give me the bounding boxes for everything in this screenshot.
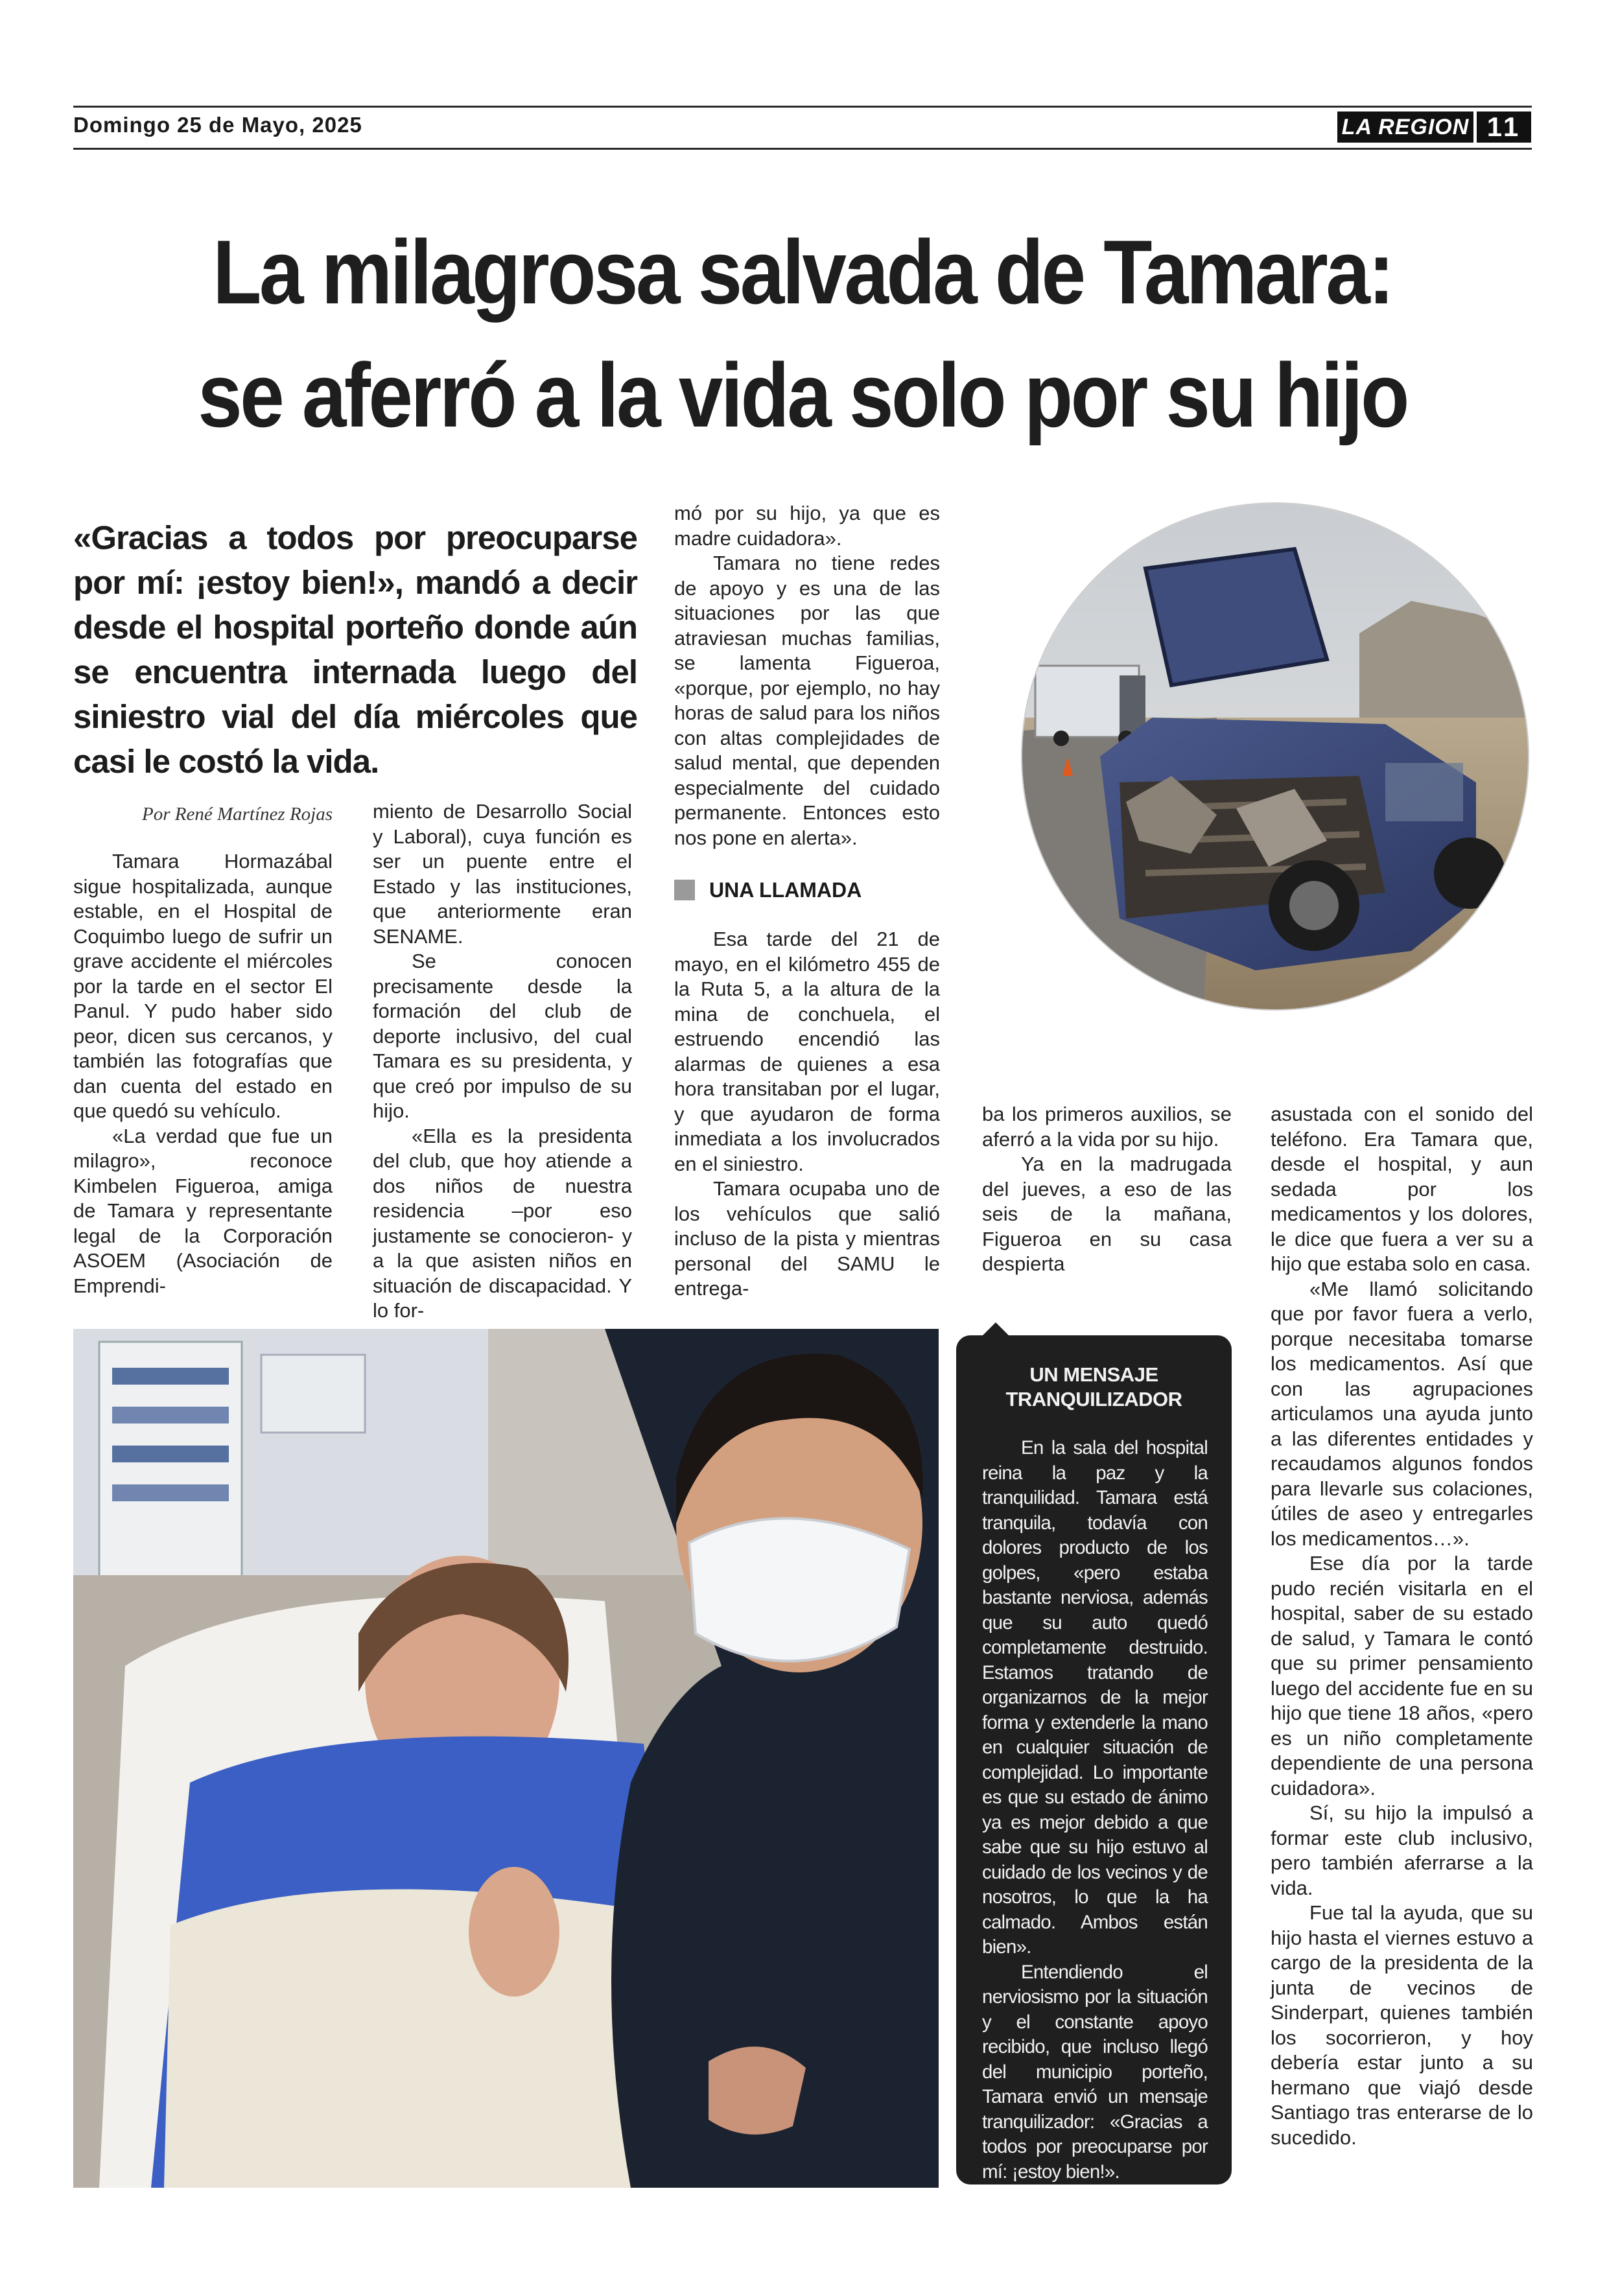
paragraph: «Ella es la presidenta del club, que hoy atiende a dos niños de nuestra residencia –por eso justamente se conocieron- y a la que asisten niños en situación de discapacidad. Y lo for- bbox=[373, 1124, 632, 1322]
header-rule-top bbox=[73, 106, 1532, 108]
article-column-5 bbox=[1271, 1102, 1533, 2150]
paragraph: Sí, su hijo la impulsó a formar este club inclusivo, pero también aferrarse a la vida. bbox=[1271, 1801, 1533, 1899]
sidebar-paragraph: Entendiendo el nerviosismo por la situación y el constante apoyo recibido, que incluso llegó del municipio porteño, Tamara envió un mensaje tranquilizador: «Gracias a todos por preocuparse por mí: ¡estoy bien!». bbox=[982, 1961, 1208, 2183]
paragraph: Ese día por la tarde pudo recién visitarla en el hospital, saber de su estado de salud, y Tamara le contó que su primer pensamiento luego del accidente fue en su hijo que tiene 18 años, «pero es un niño completamente dependiente de una persona cuidadora». bbox=[1271, 1552, 1533, 1799]
wrecked-car-illustration bbox=[1022, 504, 1528, 1009]
sidebar-title bbox=[956, 1363, 1232, 1412]
paragraph: Se conocen precisamente desde la formación del club de deporte inclusivo, del cual Tamara es su presidenta, y que creó por impulso de su hijo. bbox=[373, 950, 632, 1122]
article-column-3-top bbox=[674, 501, 940, 850]
page-number: 11 bbox=[1477, 111, 1531, 143]
article-column-4 bbox=[982, 1102, 1232, 1277]
sidebar-body bbox=[982, 1436, 1208, 2185]
paragraph: Esa tarde del 21 de mayo, en el kilómetro 455 de la Ruta 5, a la altura de la mina de conchuela, el estruendo encendió las alarmas de quienes a esa hora transitaban por el lugar, y que ayudaron de forma inmediata a los involucrados en el siniestro. bbox=[674, 928, 940, 1175]
subhead-una-llamada bbox=[674, 878, 862, 902]
lede: «Gracias a todos por preocuparse por mí: ¡estoy bien!», mandó a decir desde el hospital porteño donde aún se encuentra internada luego del siniestro vial del día miércoles que casi le costó la vida. bbox=[73, 519, 637, 780]
sidebar-title-line-1: UN MENSAJE bbox=[1029, 1363, 1158, 1386]
paragraph: «Me llamó solicitando que por favor fuera a verlo, porque necesitaba tomarse los medicamentos. Así que con las agrupaciones articulamos una ayuda junto a las diferentes entidades y recaudamos algunos fondos para llevarle sus colaciones, útiles de aseo y entregarles los medicamentos…». bbox=[1271, 1277, 1533, 1550]
header-rule-bottom bbox=[73, 148, 1532, 150]
paragraph: miento de Desarrollo Social y Laboral), cuya función es ser un puente entre el Estado y las instituciones, que anteriormente eran SENAME. bbox=[373, 800, 632, 948]
byline: Por René Martínez Rojas bbox=[142, 804, 333, 825]
article-column-2 bbox=[373, 799, 632, 1324]
hospital-scene-illustration bbox=[73, 1329, 939, 2188]
hospital-patient-photo bbox=[73, 1329, 939, 2188]
subhead-text: UNA LLAMADA bbox=[709, 878, 862, 902]
subhead-square-icon bbox=[674, 880, 695, 900]
paragraph: Tamara ocupaba uno de los vehículos que salió incluso de la pista y mientras personal del SAMU le entrega- bbox=[674, 1177, 940, 1300]
article-column-3-bottom bbox=[674, 927, 940, 1302]
paragraph: Ya en la madrugada del jueves, a eso de las seis de la mañana, Figueroa en su casa despierta bbox=[982, 1153, 1232, 1275]
paragraph: Fue tal la ayuda, que su hijo hasta el viernes estuvo a cargo de la presidenta de la junta de vecinos de Sinderpart, quienes también los socorrieron, y hoy debería estar junto a su hermano que viajó desde Santiago tras enterarse de lo sucedido. bbox=[1271, 1901, 1533, 2149]
publication-logo: LA REGION bbox=[1337, 111, 1473, 143]
paragraph: ba los primeros auxilios, se aferró a la vida por su hijo. bbox=[982, 1103, 1232, 1151]
sidebar-title-line-2: TRANQUILIZADOR bbox=[1005, 1388, 1182, 1411]
sidebar-paragraph: En la sala del hospital reina la paz y la tranquilidad. Tamara está tranquila, todavía con dolores producto de los golpes, «pero estaba bastante nerviosa, además que su auto quedó completamente destruido. Estamos tratando de organizarnos de la mejor forma y extenderle la mano en cualquier situación de complejidad. Lo importante es que su estado de ánimo ya es mejor debido a que sabe que su hijo estuvo al cuidado de los vecinos y de nosotros, lo que la ha calmado. Ambos están bien». bbox=[982, 1437, 1208, 1958]
paragraph: Tamara no tiene redes de apoyo y es una de las situaciones por las que atraviesan muchas familias, se lamenta Figueroa, «porque, por ejemplo, no hay horas de salud para los niños con altas complejidades de salud mental, que dependen especialmente del cuidado permanente. Entonces esto nos pone en alerta». bbox=[674, 552, 940, 849]
paragraph: asustada con el sonido del teléfono. Era Tamara que, desde el hospital, y aun sedada por los medicamentos y los dolores, le dice que fuera a ver su a hijo que estaba solo en casa. bbox=[1271, 1103, 1533, 1275]
paragraph: Tamara Hormazábal sigue hospitalizada, aunque estable, en el Hospital de Coquimbo luego de sufrir un grave accidente el miércoles por la tarde en el sector El Panul. Y pudo haber sido peor, dicen sus cercanos, y también las fotografías que dan cuenta del estado en que quedó su vehículo. bbox=[73, 850, 333, 1122]
headline bbox=[161, 211, 1444, 457]
headline-line-1: La milagrosa salvada de Tamara: bbox=[213, 221, 1392, 323]
issue-date: Domingo 25 de Mayo, 2025 bbox=[73, 113, 362, 137]
article-column-1 bbox=[73, 849, 333, 1298]
paragraph: mó por su hijo, ya que es madre cuidadora». bbox=[674, 502, 940, 550]
sidebar-box bbox=[956, 1335, 1232, 2185]
headline-line-2: se aferró a la vida solo por su hijo bbox=[198, 344, 1407, 446]
wrecked-car-photo bbox=[1021, 502, 1529, 1011]
paragraph: «La verdad que fue un milagro», reconoce Kimbelen Figueroa, amiga de Tamara y representante legal de la Corporación ASOEM (Asociación de Emprendi- bbox=[73, 1124, 333, 1297]
